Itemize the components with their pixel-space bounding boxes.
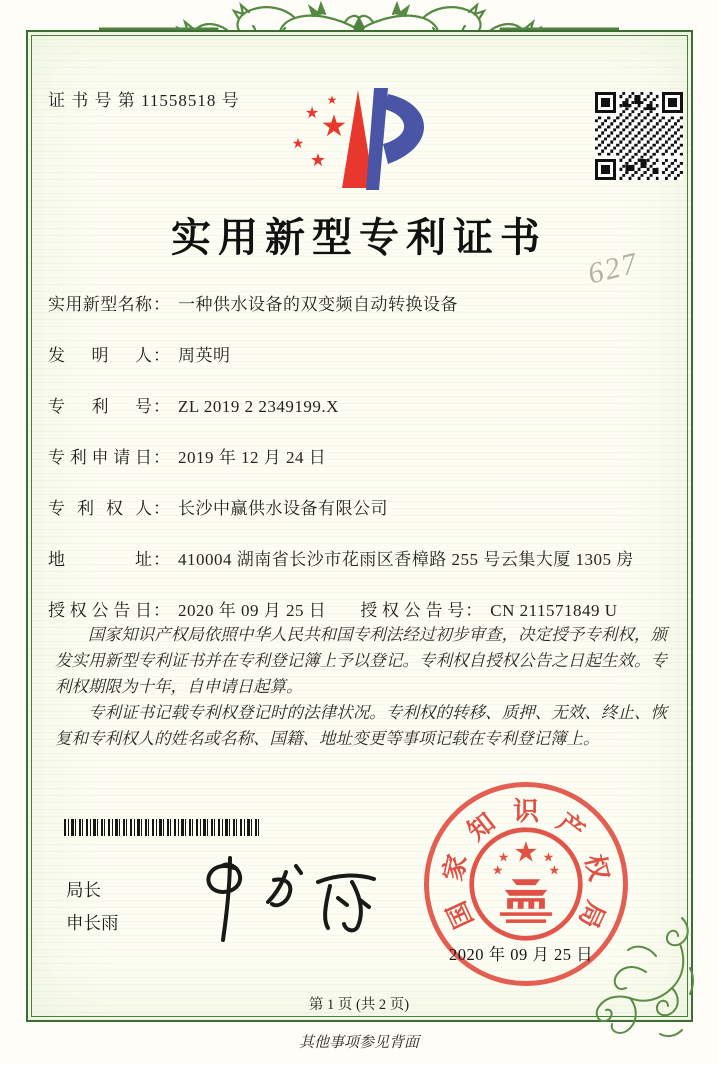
certificate-title: 实用新型专利证书	[171, 215, 547, 260]
svg-text:★: ★	[513, 835, 539, 869]
logo-stars	[292, 93, 348, 171]
field-value: 长沙中赢供水设备有限公司	[178, 499, 388, 518]
field-value: 2019 年 12 月 24 日	[178, 448, 327, 467]
field-row-address: 地址： 410004 湖南省长沙市花雨区香樟路 255 号云集大厦 1305 房	[48, 550, 634, 569]
svg-text:★: ★	[542, 850, 555, 866]
svg-text:★: ★	[491, 863, 504, 879]
svg-text:★: ★	[548, 863, 561, 879]
back-side-note: 其他事项参见背面	[298, 1035, 419, 1051]
field-row-inventor: 发明人： 周英明	[48, 346, 231, 365]
official-seal: 国 家 知 识 产 权 局 ★ ★ ★ ★ ★	[424, 782, 628, 986]
signer-title: 局长	[66, 880, 101, 900]
field-row-grant: 授权公告日： 2020 年 09 月 25 日 授权公告号： CN 211571849 U	[48, 601, 618, 620]
barcode-icon	[64, 819, 260, 836]
commissioner-signature	[190, 852, 395, 944]
svg-text:★: ★	[291, 136, 305, 152]
signer-name: 申长雨	[66, 913, 119, 933]
corner-flourish-ornament	[586, 912, 698, 1048]
field-row-name: 实用新型名称： 一种供水设备的双变频自动转换设备	[48, 295, 458, 314]
field-label: 地址	[48, 550, 152, 569]
field-value: 周英明	[178, 346, 231, 365]
logo-blue-bowl	[383, 94, 424, 164]
handwritten-pencil-note: 627	[584, 246, 643, 291]
field-row-patentee: 专利权人： 长沙中赢供水设备有限公司	[48, 499, 388, 518]
svg-text:★: ★	[304, 103, 320, 122]
seal-date: 2020 年 09 月 25 日	[448, 945, 594, 964]
field-list	[48, 294, 668, 651]
svg-text:★: ★	[309, 150, 327, 171]
grant-number-value: CN 211571849 U	[490, 601, 618, 620]
field-value: 一种供水设备的双变频自动转换设备	[178, 295, 458, 314]
national-emblem-icon	[467, 825, 585, 943]
svg-text:★: ★	[497, 850, 510, 866]
field-label: 专利权人	[48, 499, 152, 518]
legal-paragraph-2: 专利证书记载专利权登记时的法律状况。专利权的转移、质押、无效、终止、恢复和专利权人的姓名或名称、国籍、地址变更等事项记载在专利登记簿上。	[55, 703, 667, 748]
field-label: 实用新型名称	[48, 295, 152, 314]
svg-text:★: ★	[320, 109, 348, 144]
legal-text	[55, 622, 667, 752]
svg-text:★: ★	[326, 93, 338, 107]
signer-block	[66, 874, 119, 940]
field-row-patent-number: 专利号： ZL 2019 2 2349199.X	[48, 397, 339, 416]
field-label: 专利申请日	[48, 448, 152, 467]
grant-date-value: 2020 年 09 月 25 日	[178, 601, 327, 620]
qr-code-icon	[595, 92, 683, 180]
grant-date-label: 授权公告日	[48, 601, 152, 620]
field-value: ZL 2019 2 2349199.X	[178, 397, 339, 416]
page-number: 第 1 页 (共 2 页)	[308, 997, 410, 1013]
field-label: 发明人	[48, 346, 152, 365]
logo-blue-stem	[366, 88, 388, 190]
field-value: 410004 湖南省长沙市花雨区香樟路 255 号云集大厦 1305 房	[178, 550, 634, 569]
cnipa-logo	[282, 84, 438, 192]
grant-number-label: 授权公告号	[360, 601, 465, 620]
field-row-filing-date: 专利申请日： 2019 年 12 月 24 日	[48, 448, 327, 467]
legal-paragraph-1: 国家知识产权局依照中华人民共和国专利法经过初步审查，决定授予专利权，颁发实用新型专利证书并在专利登记簿上予以登记。专利权自授权公告之日起生效。专利权期限为十年，自申请日起算。	[55, 625, 667, 696]
certificate-number: 证 书 号 第 11558518 号	[48, 91, 240, 110]
field-label: 专利号	[48, 397, 152, 416]
